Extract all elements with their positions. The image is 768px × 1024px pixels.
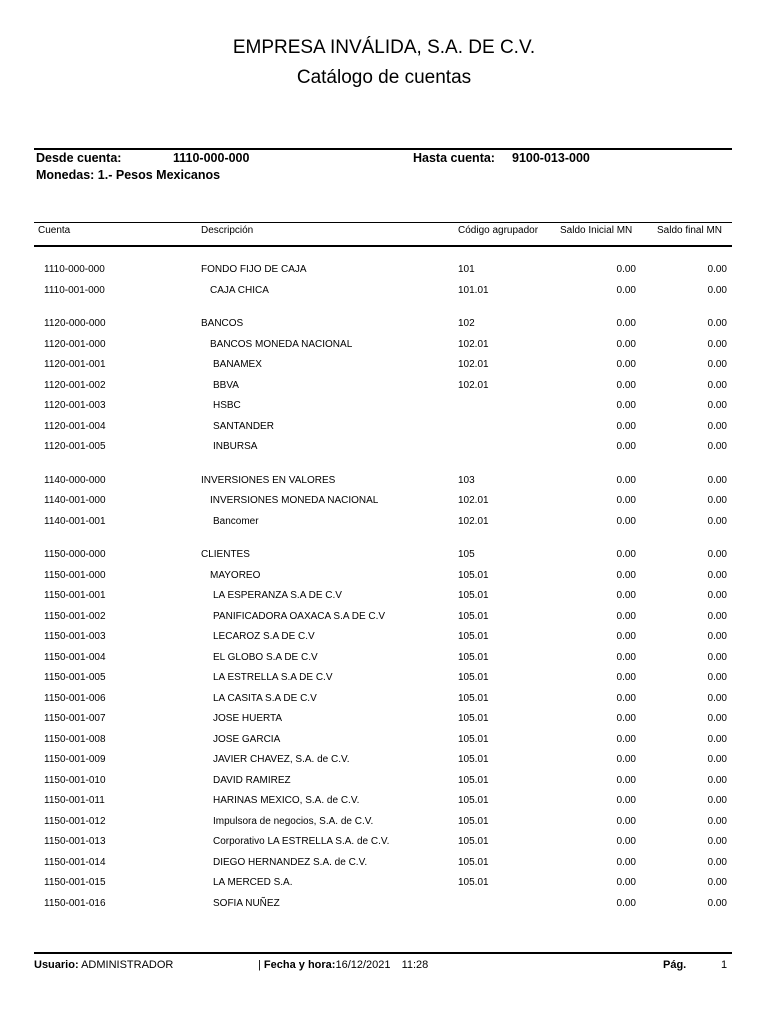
table-row <box>0 752 768 773</box>
saldo-final-cell: 0.00 <box>707 495 727 506</box>
cuenta-cell: 1140-001-000 <box>44 495 106 506</box>
codigo-cell: 102 <box>458 318 475 329</box>
table-row <box>0 670 768 691</box>
saldo-final-cell: 0.00 <box>707 754 727 765</box>
company-name: EMPRESA INVÁLIDA, S.A. DE C.V. <box>232 37 536 58</box>
codigo-cell: 105.01 <box>458 815 489 827</box>
footer-page-number: 1 <box>721 959 728 971</box>
codigo-cell: 105.01 <box>458 651 489 663</box>
codigo-cell: 105.01 <box>458 590 489 601</box>
hora-value: 11:28 <box>401 959 429 971</box>
codigo-cell: 105.01 <box>458 692 489 704</box>
descripcion-cell: MAYOREO <box>210 569 261 581</box>
cuenta-cell: 1110-000-000 <box>44 264 105 275</box>
codigo-cell: 105.01 <box>458 877 489 888</box>
saldo-final-cell: 0.00 <box>707 631 727 642</box>
saldo-inicial-cell: 0.00 <box>616 264 636 275</box>
monedas-label: Monedas: 1.- Pesos Mexicanos <box>36 168 221 182</box>
descripcion-cell: LA CASITA S.A DE C.V <box>213 692 317 704</box>
cuenta-cell: 1150-001-006 <box>44 692 106 704</box>
saldo-final-cell: 0.00 <box>707 400 727 411</box>
descripcion-cell: EL GLOBO S.A DE C.V <box>213 651 318 663</box>
saldo-final-cell: 0.00 <box>707 856 727 868</box>
descripcion-cell: PANIFICADORA OAXACA S.A DE C.V <box>213 610 386 622</box>
codigo-cell: 105.01 <box>458 610 489 622</box>
table-row <box>0 629 768 650</box>
codigo-cell: 105.01 <box>458 836 489 847</box>
usuario-value: ADMINISTRADOR <box>81 959 174 971</box>
table-row <box>0 650 768 671</box>
cuenta-cell: 1120-001-004 <box>44 420 106 432</box>
table-row <box>0 493 768 514</box>
codigo-cell: 102.01 <box>458 338 489 350</box>
saldo-final-cell: 0.00 <box>707 284 727 296</box>
saldo-inicial-cell: 0.00 <box>616 420 636 432</box>
cuenta-cell: 1150-000-000 <box>44 549 106 560</box>
cuenta-cell: 1120-001-002 <box>44 379 106 391</box>
saldo-inicial-cell: 0.00 <box>616 733 636 745</box>
footer-rule <box>34 952 732 954</box>
descripcion-cell: BANCOS <box>201 318 244 329</box>
saldo-final-cell: 0.00 <box>707 815 727 827</box>
descripcion-cell: JOSE HUERTA <box>213 713 283 724</box>
codigo-cell: 105.01 <box>458 754 489 765</box>
cuenta-cell: 1150-001-012 <box>44 815 106 827</box>
descripcion-cell: SOFIA NUÑEZ <box>213 897 280 909</box>
descripcion-cell: LA ESTRELLA S.A DE C.V <box>213 672 333 683</box>
cuenta-cell: 1120-001-003 <box>44 400 106 411</box>
descripcion-cell: LECAROZ S.A DE C.V <box>213 631 315 642</box>
saldo-final-cell: 0.00 <box>707 795 727 806</box>
saldo-final-cell: 0.00 <box>707 549 727 560</box>
table-row <box>0 609 768 630</box>
saldo-inicial-cell: 0.00 <box>616 774 636 786</box>
fecha-label: Fecha y hora: <box>263 959 336 971</box>
saldo-inicial-cell: 0.00 <box>616 441 636 452</box>
table-row <box>0 316 768 337</box>
descripcion-cell: HSBC <box>213 400 241 411</box>
cuenta-cell: 1120-001-001 <box>44 359 106 370</box>
columns-rule-top <box>34 222 732 223</box>
table-row <box>0 547 768 568</box>
cuenta-cell: 1150-001-013 <box>44 836 106 847</box>
saldo-final-cell: 0.00 <box>707 877 727 888</box>
table-row <box>0 855 768 876</box>
codigo-cell: 105.01 <box>458 631 489 642</box>
descripcion-cell: JAVIER CHAVEZ, S.A. de C.V. <box>213 754 350 765</box>
cuenta-cell: 1120-000-000 <box>44 318 106 329</box>
footer-separator: | <box>258 959 261 971</box>
table-row <box>0 337 768 358</box>
saldo-inicial-cell: 0.00 <box>616 400 636 411</box>
saldo-final-cell: 0.00 <box>707 318 727 329</box>
descripcion-cell: Bancomer <box>213 515 259 527</box>
saldo-inicial-cell: 0.00 <box>616 569 636 581</box>
cuenta-cell: 1150-001-004 <box>44 651 106 663</box>
footer-datetime <box>258 959 428 971</box>
descripcion-cell: BANAMEX <box>213 359 262 370</box>
table-row <box>0 875 768 896</box>
cuenta-cell: 1120-001-000 <box>44 338 106 350</box>
cuenta-cell: 1150-001-000 <box>44 569 106 581</box>
table-row <box>0 473 768 494</box>
table-row <box>0 262 768 283</box>
col-descripcion: Descripción <box>201 225 254 236</box>
accounts-table <box>0 262 768 916</box>
desde-value: 1110-000-000 <box>173 151 250 165</box>
cuenta-cell: 1150-001-002 <box>44 610 106 622</box>
table-row <box>0 514 768 535</box>
saldo-inicial-cell: 0.00 <box>616 897 636 909</box>
hasta-label: Hasta cuenta: <box>413 151 495 165</box>
table-row <box>0 896 768 917</box>
table-row <box>0 378 768 399</box>
saldo-inicial-cell: 0.00 <box>616 284 636 296</box>
descripcion-cell: SANTANDER <box>213 420 274 432</box>
table-row <box>0 834 768 855</box>
cuenta-cell: 1110-001-000 <box>44 284 105 296</box>
saldo-inicial-cell: 0.00 <box>616 856 636 868</box>
saldo-final-cell: 0.00 <box>707 692 727 704</box>
cuenta-cell: 1140-001-001 <box>44 515 106 527</box>
table-row <box>0 691 768 712</box>
codigo-cell: 103 <box>458 474 475 486</box>
cuenta-cell: 1150-001-008 <box>44 733 106 745</box>
descripcion-cell: BBVA <box>213 379 239 391</box>
pag-label: Pág. <box>663 959 687 971</box>
codigo-cell: 105.01 <box>458 672 489 683</box>
saldo-inicial-cell: 0.00 <box>616 795 636 806</box>
saldo-inicial-cell: 0.00 <box>616 610 636 622</box>
saldo-inicial-cell: 0.00 <box>616 815 636 827</box>
cuenta-cell: 1150-001-009 <box>44 754 106 765</box>
cuenta-cell: 1150-001-005 <box>44 672 106 683</box>
cuenta-cell: 1150-001-014 <box>44 856 106 868</box>
saldo-inicial-cell: 0.00 <box>616 692 636 704</box>
saldo-inicial-cell: 0.00 <box>616 474 636 486</box>
saldo-inicial-cell: 0.00 <box>616 515 636 527</box>
saldo-final-cell: 0.00 <box>707 713 727 724</box>
table-row <box>0 568 768 589</box>
codigo-cell: 102.01 <box>458 359 489 370</box>
codigo-cell: 102.01 <box>458 495 489 506</box>
saldo-final-cell: 0.00 <box>707 359 727 370</box>
descripcion-cell: Corporativo LA ESTRELLA S.A. de C.V. <box>213 836 390 847</box>
footer-page-label <box>663 959 686 971</box>
saldo-final-cell: 0.00 <box>707 420 727 432</box>
saldo-inicial-cell: 0.00 <box>616 877 636 888</box>
col-codigo: Código agrupador <box>458 225 539 236</box>
saldo-inicial-cell: 0.00 <box>616 495 636 506</box>
codigo-cell: 102.01 <box>458 379 489 391</box>
saldo-inicial-cell: 0.00 <box>616 713 636 724</box>
codigo-cell: 105.01 <box>458 713 489 724</box>
codigo-cell: 105.01 <box>458 569 489 581</box>
table-row <box>0 814 768 835</box>
cuenta-cell: 1150-001-016 <box>44 897 106 909</box>
saldo-final-cell: 0.00 <box>707 379 727 391</box>
saldo-inicial-cell: 0.00 <box>616 549 636 560</box>
table-row <box>0 357 768 378</box>
descripcion-cell: FONDO FIJO DE CAJA <box>201 264 307 275</box>
descripcion-cell: LA ESPERANZA S.A DE C.V <box>213 590 342 601</box>
saldo-inicial-cell: 0.00 <box>616 672 636 683</box>
saldo-inicial-cell: 0.00 <box>616 631 636 642</box>
codigo-cell: 105.01 <box>458 856 489 868</box>
descripcion-cell: CAJA CHICA <box>210 284 269 296</box>
saldo-final-cell: 0.00 <box>707 897 727 909</box>
cuenta-cell: 1150-001-007 <box>44 713 106 724</box>
saldo-final-cell: 0.00 <box>707 733 727 745</box>
saldo-inicial-cell: 0.00 <box>616 836 636 847</box>
table-row <box>0 711 768 732</box>
codigo-cell: 105.01 <box>458 774 489 786</box>
cuenta-cell: 1150-001-001 <box>44 590 106 601</box>
descripcion-cell: LA MERCED S.A. <box>213 877 293 888</box>
descripcion-cell: DIEGO HERNANDEZ S.A. de C.V. <box>213 856 368 868</box>
descripcion-cell: Impulsora de negocios, S.A. de C.V. <box>213 815 374 827</box>
cuenta-cell: 1150-001-003 <box>44 631 106 642</box>
codigo-cell: 105 <box>458 549 475 560</box>
table-row <box>0 732 768 753</box>
hasta-value: 9100-013-000 <box>512 151 590 165</box>
saldo-final-cell: 0.00 <box>707 774 727 786</box>
header-rule-top <box>34 148 732 150</box>
saldo-inicial-cell: 0.00 <box>616 651 636 663</box>
saldo-inicial-cell: 0.00 <box>616 754 636 765</box>
descripcion-cell: HARINAS MEXICO, S.A. de C.V. <box>213 795 360 806</box>
saldo-final-cell: 0.00 <box>707 441 727 452</box>
col-cuenta: Cuenta <box>38 225 71 236</box>
saldo-inicial-cell: 0.00 <box>616 590 636 601</box>
descripcion-cell: BANCOS MONEDA NACIONAL <box>210 338 353 350</box>
descripcion-cell: INVERSIONES EN VALORES <box>201 474 336 486</box>
col-saldo-final: Saldo final MN <box>657 225 723 236</box>
saldo-final-cell: 0.00 <box>707 672 727 683</box>
cuenta-cell: 1150-001-011 <box>44 795 105 806</box>
col-saldo-inicial: Saldo Inicial MN <box>560 225 633 236</box>
saldo-inicial-cell: 0.00 <box>616 318 636 329</box>
table-row <box>0 398 768 419</box>
table-row <box>0 793 768 814</box>
columns-rule-bottom <box>34 245 732 247</box>
saldo-inicial-cell: 0.00 <box>616 359 636 370</box>
saldo-inicial-cell: 0.00 <box>616 338 636 350</box>
descripcion-cell: INBURSA <box>213 441 258 452</box>
table-row <box>0 439 768 460</box>
cuenta-cell: 1140-000-000 <box>44 474 106 486</box>
saldo-final-cell: 0.00 <box>707 836 727 847</box>
cuenta-cell: 1120-001-005 <box>44 441 106 452</box>
cuenta-cell: 1150-001-015 <box>44 877 106 888</box>
saldo-final-cell: 0.00 <box>707 474 727 486</box>
saldo-final-cell: 0.00 <box>707 569 727 581</box>
table-row <box>0 419 768 440</box>
codigo-cell: 105.01 <box>458 733 489 745</box>
saldo-final-cell: 0.00 <box>707 590 727 601</box>
descripcion-cell: CLIENTES <box>201 549 250 560</box>
codigo-cell: 101.01 <box>458 284 489 296</box>
report-title: Catálogo de cuentas <box>296 67 472 88</box>
saldo-final-cell: 0.00 <box>707 338 727 350</box>
saldo-final-cell: 0.00 <box>707 264 727 275</box>
codigo-cell: 101 <box>458 264 475 275</box>
saldo-inicial-cell: 0.00 <box>616 379 636 391</box>
codigo-cell: 102.01 <box>458 515 489 527</box>
codigo-cell: 105.01 <box>458 795 489 806</box>
saldo-final-cell: 0.00 <box>707 610 727 622</box>
usuario-label: Usuario: <box>34 959 79 971</box>
descripcion-cell: INVERSIONES MONEDA NACIONAL <box>210 495 379 506</box>
table-row <box>0 588 768 609</box>
desde-label: Desde cuenta: <box>36 151 122 165</box>
descripcion-cell: JOSE GARCIA <box>213 733 281 745</box>
saldo-final-cell: 0.00 <box>707 515 727 527</box>
footer-user <box>34 959 173 971</box>
table-row <box>0 283 768 304</box>
saldo-final-cell: 0.00 <box>707 651 727 663</box>
cuenta-cell: 1150-001-010 <box>44 774 106 786</box>
table-row <box>0 773 768 794</box>
fecha-value: 16/12/2021 <box>335 959 391 971</box>
descripcion-cell: DAVID RAMIREZ <box>213 774 291 786</box>
